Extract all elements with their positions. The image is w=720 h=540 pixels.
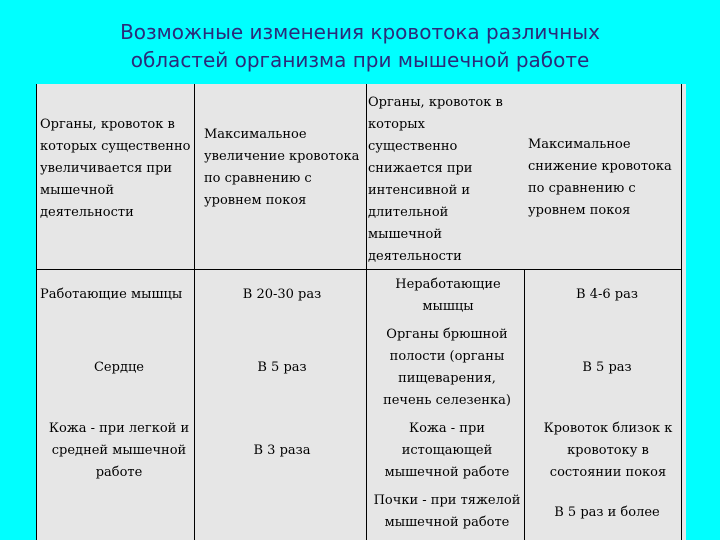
header-max-increase: Максимальное увеличение кровотока по сравнению с уровнем покоя [204,127,360,208]
page-title [0,18,720,74]
row3-organ-up: Кожа - при легкой и средней мышечной работе [48,421,190,480]
title-line-2: областей организма при мышечной работе [130,48,590,72]
row1-decrease: В 4-6 раз [576,287,638,302]
row2-decrease: В 5 раз [582,360,632,375]
column-divider [366,84,367,540]
column-divider [524,269,525,540]
header-max-decrease: Максимальное снижение кровотока по сравнению с уровнем покоя [528,137,672,218]
row3-increase: В 3 раза [253,443,311,458]
column-divider [681,84,682,540]
row2-organ-down: Органы брюшной полости (органы пищеварения, печень селезенка) [383,327,511,408]
column-divider [36,84,37,540]
row3-organ-down: Кожа - при истощающей мышечной работе [384,421,510,480]
row4-organ-down: Почки - при тяжелой мышечной работе [373,493,521,530]
blood-flow-table [36,84,686,540]
row4-decrease: В 5 раз и более [554,505,660,520]
row1-organ-up: Работающие мышцы [40,287,183,302]
column-divider [194,84,195,540]
row2-increase: В 5 раз [257,360,307,375]
row2-organ-up: Сердце [93,360,145,375]
header-organs-decrease: Органы, кровоток в которых существенно снижается при интенсивной и длительной мышечной деятельности [368,95,503,264]
header-organs-increase: Органы, кровоток в которых существенно увеличивается при мышечной деятельности [40,117,191,220]
row1-organ-down: Неработающие мышцы [395,277,501,314]
row-divider [36,269,682,270]
row3-decrease: Кровоток близок к кровотоку в состоянии покоя [543,421,673,480]
row1-increase: В 20-30 раз [242,287,322,302]
title-line-1: Возможные изменения кровотока различных [120,20,600,44]
